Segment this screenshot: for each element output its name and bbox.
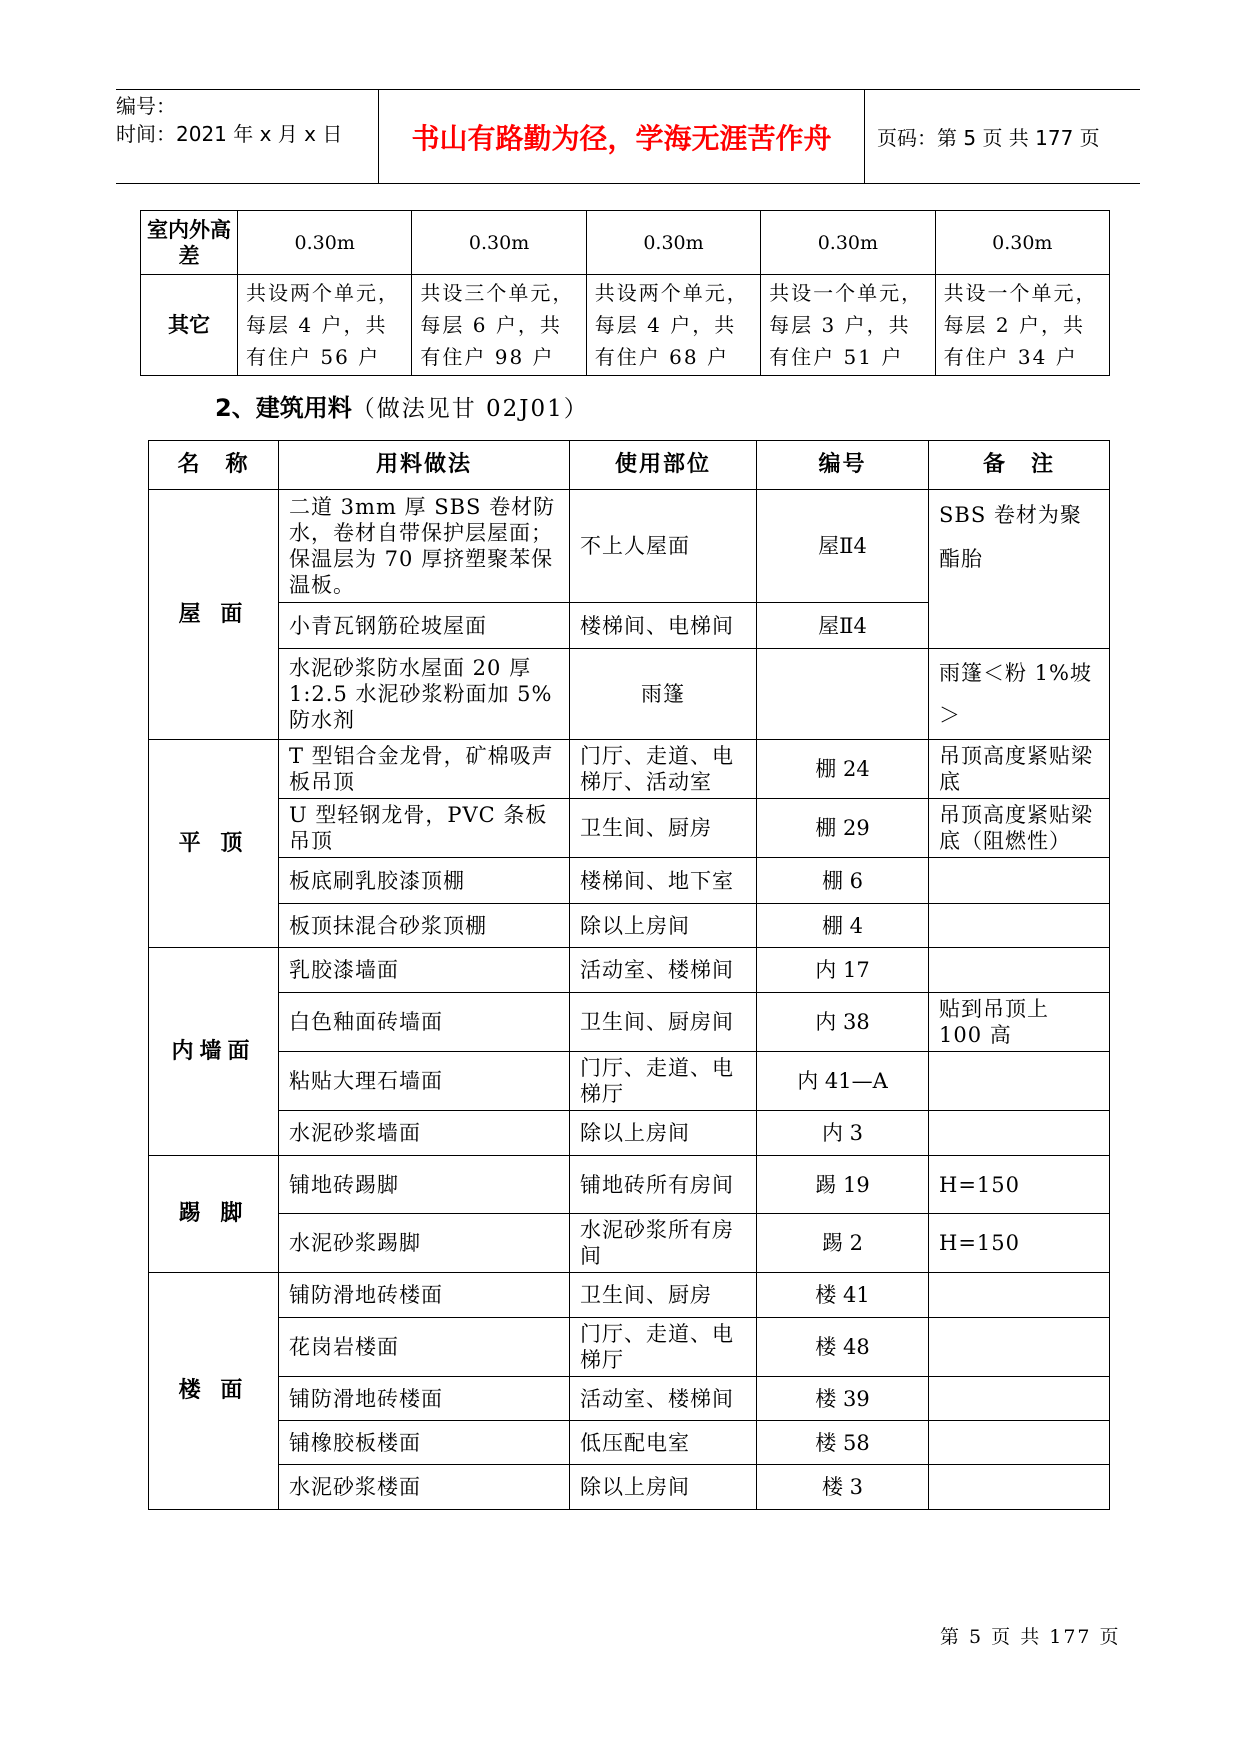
row-label: 其它	[141, 275, 238, 376]
location-cell: 门厅、走道、电梯厅、活动室	[570, 740, 757, 799]
method-cell: 乳胶漆墙面	[279, 948, 570, 993]
code-cell: 棚 6	[757, 858, 929, 904]
location-cell: 不上人屋面	[570, 490, 757, 603]
remark-cell	[929, 1111, 1110, 1156]
location-cell: 水泥砂浆所有房间	[570, 1214, 757, 1273]
remark-cell	[929, 948, 1110, 993]
method-cell: 铺地砖踢脚	[279, 1156, 570, 1214]
table-row	[149, 904, 1110, 948]
remark-cell	[929, 1273, 1110, 1318]
code-cell	[757, 649, 929, 740]
header-motto: 书山有路勤为径，学海无涯苦作舟	[378, 90, 865, 183]
table-cell: 0.30m	[761, 211, 935, 275]
method-cell: 板顶抹混合砂浆顶棚	[279, 904, 570, 948]
method-cell: 粘贴大理石墙面	[279, 1052, 570, 1111]
table-row	[149, 1273, 1110, 1318]
remark-cell: 贴到吊顶上 100 高	[929, 993, 1110, 1052]
table-row	[149, 993, 1110, 1052]
group-name: 踢 脚	[149, 1156, 279, 1273]
group-name: 内墙面	[149, 948, 279, 1156]
table-row	[149, 858, 1110, 904]
table-row	[149, 1111, 1110, 1156]
remark-cell	[929, 1377, 1110, 1421]
code-cell: 楼 58	[757, 1421, 929, 1465]
materials-header-row	[149, 441, 1110, 490]
table-cell: 0.30m	[586, 211, 760, 275]
table-cell: 0.30m	[935, 211, 1109, 275]
building-info-table	[140, 210, 1110, 376]
method-cell: 水泥砂浆防水屋面 20 厚 1:2.5 水泥砂浆粉面加 5%防水剂	[279, 649, 570, 740]
remark-cell: 吊顶高度紧贴梁底	[929, 740, 1110, 799]
table-row	[149, 1377, 1110, 1421]
code-cell: 楼 41	[757, 1273, 929, 1318]
table-cell: 共设一个单元，每层 3 户，共有住户 51 户	[761, 275, 935, 376]
code-cell: 屋Ⅱ4	[757, 603, 929, 649]
method-cell: 水泥砂浆楼面	[279, 1465, 570, 1510]
table-cell: 共设三个单元，每层 6 户，共有住户 98 户	[412, 275, 586, 376]
materials-table	[148, 440, 1110, 1510]
remark-cell: 吊顶高度紧贴梁底（阻燃性）	[929, 799, 1110, 858]
section-heading	[215, 388, 589, 423]
method-cell: 花岗岩楼面	[279, 1318, 570, 1377]
location-cell: 门厅、走道、电梯厅	[570, 1052, 757, 1111]
location-cell: 活动室、楼梯间	[570, 948, 757, 993]
header-meta	[116, 90, 378, 183]
page-footer: 第 5 页 共 177 页	[940, 1626, 1121, 1648]
column-header: 使用部位	[570, 441, 757, 490]
code-cell: 内 41—A	[757, 1052, 929, 1111]
table-row	[149, 490, 1110, 603]
remark-cell: H=150	[929, 1156, 1110, 1214]
location-cell: 卫生间、厨房	[570, 799, 757, 858]
table-row	[149, 948, 1110, 993]
table-cell: 共设两个单元，每层 4 户，共有住户 56 户	[238, 275, 412, 376]
page-header	[116, 89, 1140, 184]
table-row	[149, 649, 1110, 740]
code-cell: 楼 48	[757, 1318, 929, 1377]
method-cell: 小青瓦钢筋砼坡屋面	[279, 603, 570, 649]
table-row	[141, 211, 1110, 275]
location-cell: 卫生间、厨房	[570, 1273, 757, 1318]
remark-cell	[929, 1465, 1110, 1510]
location-cell: 低压配电室	[570, 1421, 757, 1465]
code-cell: 内 17	[757, 948, 929, 993]
method-cell: 白色釉面砖墙面	[279, 993, 570, 1052]
column-header: 编号	[757, 441, 929, 490]
table-row	[149, 799, 1110, 858]
table-cell: 共设两个单元，每层 4 户，共有住户 68 户	[586, 275, 760, 376]
remark-cell	[929, 1052, 1110, 1111]
table-row	[149, 1318, 1110, 1377]
method-cell: 板底刷乳胶漆顶棚	[279, 858, 570, 904]
location-cell: 门厅、走道、电梯厅	[570, 1318, 757, 1377]
table-row	[149, 1156, 1110, 1214]
method-cell: T 型铝合金龙骨，矿棉吸声板吊顶	[279, 740, 570, 799]
remark-cell	[929, 858, 1110, 904]
table-row	[149, 1421, 1110, 1465]
code-cell: 踢 19	[757, 1156, 929, 1214]
method-cell: U 型轻钢龙骨，PVC 条板吊顶	[279, 799, 570, 858]
method-cell: 二道 3mm 厚 SBS 卷材防水，卷材自带保护层屋面；保温层为 70 厚挤塑聚苯保温板。	[279, 490, 570, 603]
table-row	[149, 1052, 1110, 1111]
table-cell: 0.30m	[238, 211, 412, 275]
code-cell: 楼 3	[757, 1465, 929, 1510]
column-header: 备 注	[929, 441, 1110, 490]
row-label: 室内外高差	[141, 211, 238, 275]
location-cell: 除以上房间	[570, 1465, 757, 1510]
table-cell: 共设一个单元，每层 2 户，共有住户 34 户	[935, 275, 1109, 376]
remark-cell	[929, 1421, 1110, 1465]
method-cell: 水泥砂浆踢脚	[279, 1214, 570, 1273]
section-note: （做法见甘 02J01）	[351, 396, 589, 422]
section-title: 2、建筑用料	[215, 394, 352, 422]
column-header: 名 称	[149, 441, 279, 490]
remark-cell: 雨篷＜粉 1%坡＞	[929, 649, 1110, 740]
method-cell: 水泥砂浆墙面	[279, 1111, 570, 1156]
location-cell: 除以上房间	[570, 1111, 757, 1156]
code-cell: 屋Ⅱ4	[757, 490, 929, 603]
location-cell: 活动室、楼梯间	[570, 1377, 757, 1421]
table-row	[149, 1214, 1110, 1273]
remark-cell: H=150	[929, 1214, 1110, 1273]
header-page-info: 页码：第 5 页 共 177 页	[877, 126, 1100, 150]
location-cell: 卫生间、厨房间	[570, 993, 757, 1052]
code-cell: 楼 39	[757, 1377, 929, 1421]
group-name: 楼 面	[149, 1273, 279, 1510]
location-cell: 楼梯间、电梯间	[570, 603, 757, 649]
code-cell: 棚 24	[757, 740, 929, 799]
table-cell: 0.30m	[412, 211, 586, 275]
group-name: 屋 面	[149, 490, 279, 740]
location-cell: 除以上房间	[570, 904, 757, 948]
group-name: 平 顶	[149, 740, 279, 948]
code-cell: 踢 2	[757, 1214, 929, 1273]
location-cell: 楼梯间、地下室	[570, 858, 757, 904]
document-number: 编号：	[116, 94, 176, 118]
remark-cell	[929, 904, 1110, 948]
table-row	[149, 740, 1110, 799]
column-header: 用料做法	[279, 441, 570, 490]
method-cell: 铺橡胶板楼面	[279, 1421, 570, 1465]
location-cell: 雨篷	[570, 649, 757, 740]
code-cell: 棚 29	[757, 799, 929, 858]
code-cell: 棚 4	[757, 904, 929, 948]
document-time: 时间：2021 年 x 月 x 日	[116, 122, 343, 146]
remark-cell	[929, 1318, 1110, 1377]
remark-cell: SBS 卷材为聚酯胎	[929, 490, 1110, 649]
method-cell: 铺防滑地砖楼面	[279, 1377, 570, 1421]
location-cell: 铺地砖所有房间	[570, 1156, 757, 1214]
code-cell: 内 38	[757, 993, 929, 1052]
method-cell: 铺防滑地砖楼面	[279, 1273, 570, 1318]
table-row	[141, 275, 1110, 376]
code-cell: 内 3	[757, 1111, 929, 1156]
table-row	[149, 1465, 1110, 1510]
